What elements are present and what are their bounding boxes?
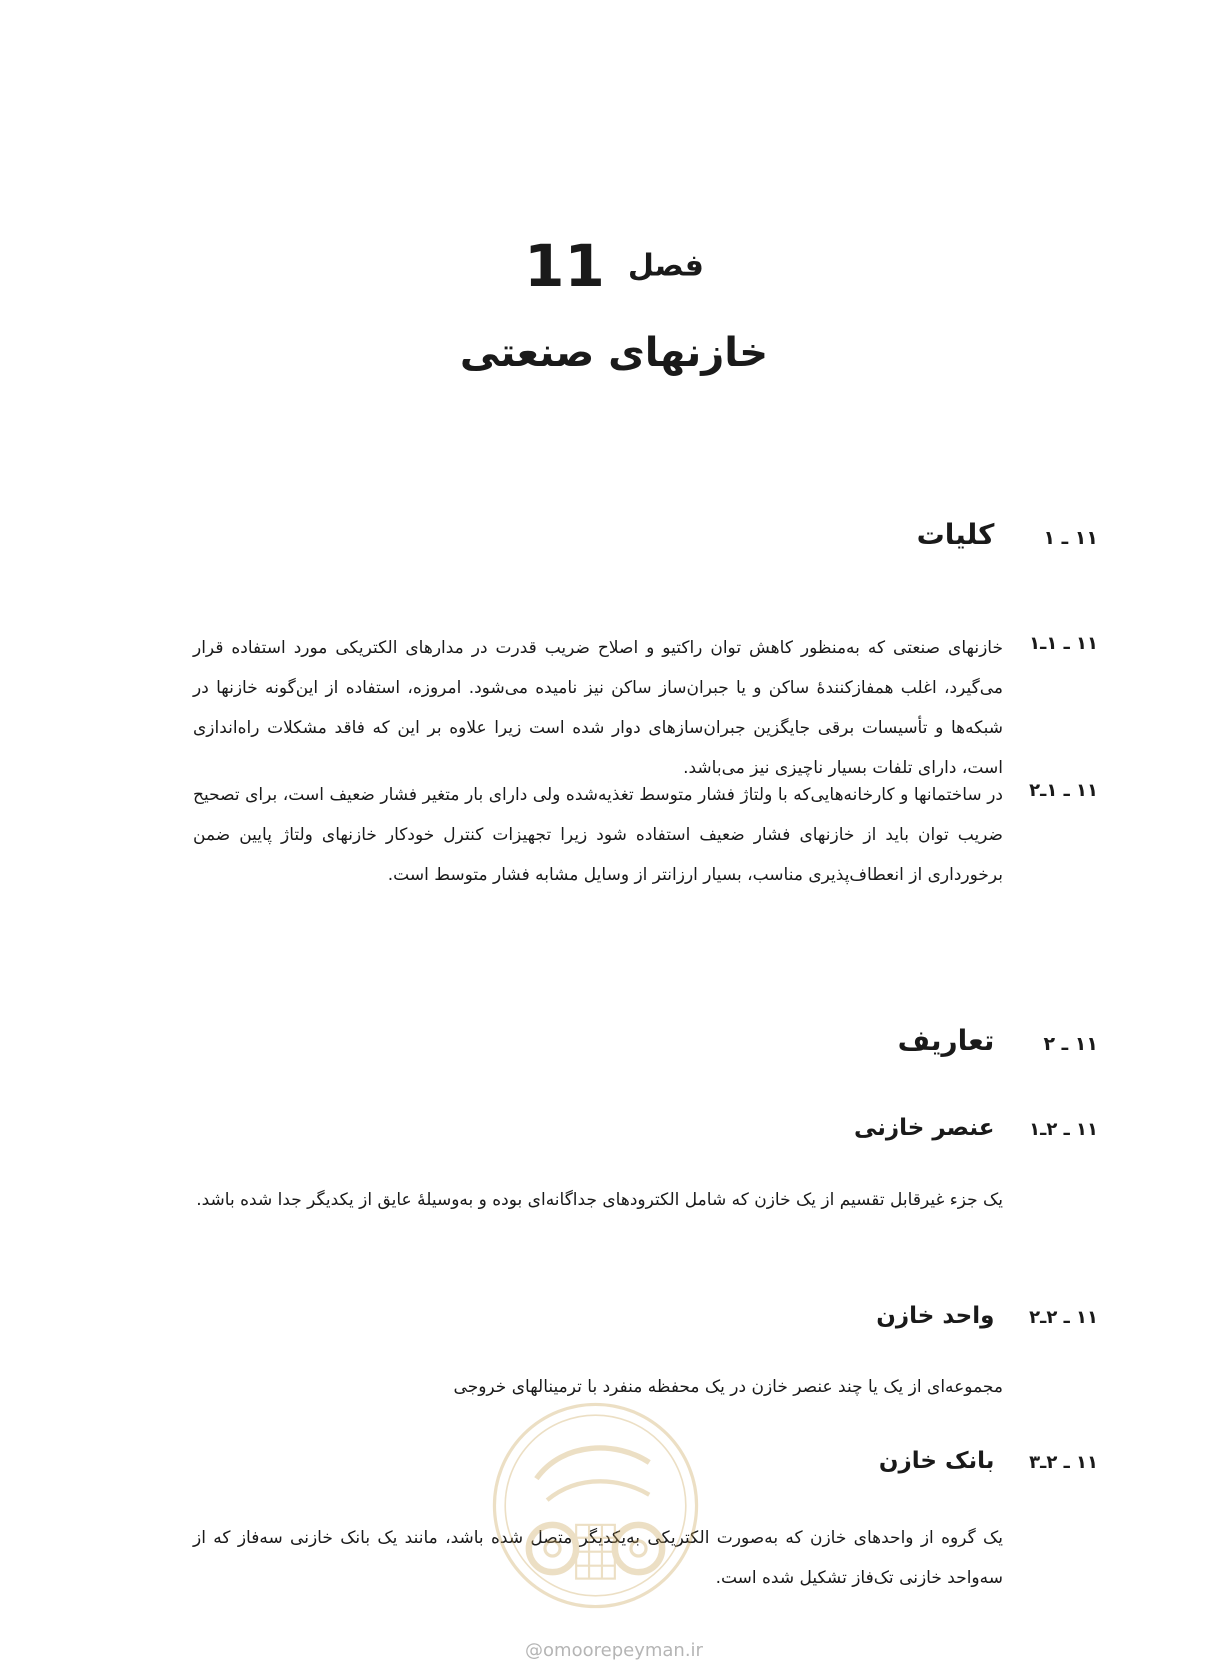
subsection-number: ۱۱ ـ ۲ـ۲ — [1029, 1307, 1098, 1328]
paragraph: در ساختمانها و کارخانه‌هایی‌که با ولتاژ فشار متوسط تغذیه‌شده ولی دارای بار متغیر فشار ضعیف است، برای تصحیح ضریب توان باید از خازنهای فشار ضعیف استفاده شود زیرا تجهیزات کنترل خودکار خازنهای ولتاژ پایین ضمن برخورداری از انعطاف‌پذیری مناسب، بسیار ارزانتر از وسایل مشابه فشار متوسط است. — [193, 785, 1003, 885]
subsection-number: ۱۱ ـ ۲ـ۱ — [1029, 1119, 1098, 1140]
watermark-seal-icon — [488, 1398, 703, 1613]
chapter-heading — [0, 232, 1228, 300]
subsection-title: واحد خازن — [876, 1303, 995, 1329]
section-heading — [898, 1024, 1098, 1057]
paragraph: یک جزء غیرقابل تقسیم از یک خازن که شامل الکترودهای جداگانه‌ای بوده و به‌وسیلهٔ عایق از یکدیگر جدا شده باشد. — [196, 1190, 1003, 1210]
chapter-word: فصل — [627, 248, 704, 284]
section-title: کلیات — [916, 518, 995, 551]
subsection-heading — [854, 1115, 1098, 1141]
section-title: تعاریف — [897, 1024, 995, 1057]
paragraph: یک گروه از واحدهای خازن که به‌صورت الکتریکی به‌یکدیگر متصل شده باشد، مانند یک بانک خازنی سه‌فاز که از سه‌واحد خازنی تک‌فاز تشکیل شده است. — [193, 1528, 1003, 1588]
subsection-title: بانک خازن — [878, 1448, 995, 1474]
item-number: ۱۱ ـ ۱ـ۱ — [1029, 633, 1098, 654]
item-number: ۱۱ ـ ۱ـ۲ — [1029, 780, 1098, 801]
paragraph: خازنهای صنعتی که به‌منظور کاهش توان راکتیو و اصلاح ضریب قدرت در مدارهای الکتریکی مورد استفاده قرار می‌گیرد، اغلب همفازکنندهٔ ساکن و یا جبران‌ساز ساکن نیز نامیده می‌شود. امروزه، استفاده از این‌گونه خازنها در شبکه‌ها و تأسیسات برقی جایگزین جبران‌سازهای دوار شده است زیرا علاوه بر این که فاقد مشکلات راه‌اندازی است، دارای تلفات بسیار ناچیزی نیز می‌باشد. — [193, 638, 1003, 778]
subsection-heading — [876, 1303, 1098, 1329]
section-number: ۱۱ ـ ۲ — [1043, 1033, 1098, 1055]
subsection-title: عنصر خازنی — [853, 1115, 995, 1141]
subsection-heading — [879, 1448, 1098, 1474]
section-number: ۱۱ ـ ۱ — [1043, 527, 1098, 549]
section-heading — [917, 518, 1098, 551]
subsection-number: ۱۱ ـ ۲ـ۳ — [1029, 1452, 1098, 1473]
paragraph: مجموعه‌ای از یک یا چند عنصر خازن در یک محفظه منفرد با ترمینالهای خروجی — [453, 1377, 1003, 1397]
chapter-title: خازنهای صنعتی — [459, 330, 769, 376]
footer-url: @omoorepeyman.ir — [525, 1640, 703, 1661]
chapter-number: 11 — [524, 232, 605, 300]
